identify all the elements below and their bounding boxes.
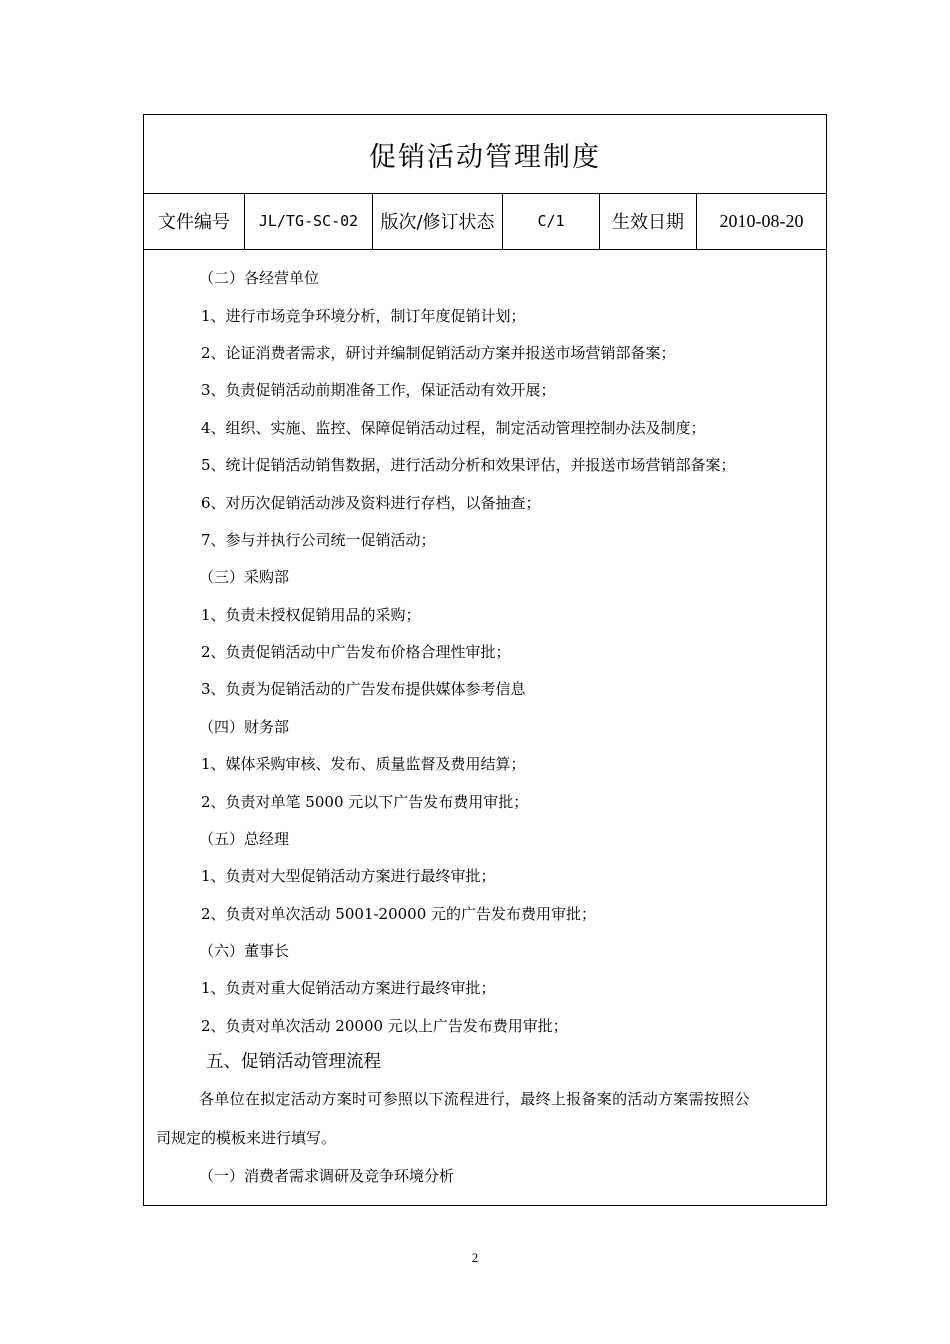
- document-meta-row: [144, 193, 826, 250]
- list-item: 1、媒体采购审核、发布、质量监督及费用结算；: [201, 755, 526, 773]
- list-item: 1、负责对大型促销活动方案进行最终审批；: [201, 867, 496, 885]
- paragraph-line: 各单位在拟定活动方案时可参照以下流程进行，最终上报备案的活动方案需按照公: [199, 1090, 750, 1108]
- list-item: 3、负责为促销活动的广告发布提供媒体参考信息: [201, 680, 526, 698]
- list-item: 5、统计促销活动销售数据，进行活动分析和效果评估，并报送市场营销部备案；: [201, 456, 736, 474]
- section-heading: （一）消费者需求调研及竞争环境分析: [199, 1167, 455, 1185]
- list-item: 2、负责对单次活动 5001-20000 元的广告发布费用审批；: [201, 905, 597, 923]
- list-item: 6、对历次促销活动涉及资料进行存档，以备抽查；: [201, 494, 541, 512]
- list-item: 2、负责促销活动中广告发布价格合理性审批；: [201, 643, 511, 661]
- list-item: 4、组织、实施、监控、保障促销活动过程，制定活动管理控制办法及制度；: [201, 419, 706, 437]
- section-heading: （四）财务部: [199, 718, 290, 736]
- list-item: 7、参与并执行公司统一促销活动；: [201, 531, 436, 549]
- version-value: C/1: [503, 193, 600, 249]
- doc-no-label: 文件编号: [144, 193, 245, 249]
- list-item: 3、负责促销活动前期准备工作，保证活动有效开展；: [201, 381, 556, 399]
- section-heading: （五）总经理: [199, 830, 290, 848]
- section-heading: （六）董事长: [199, 942, 290, 960]
- doc-no-value: JL/TG-SC-02: [245, 193, 373, 249]
- list-item: 2、论证消费者需求，研讨并编制促销活动方案并报送市场营销部备案；: [201, 344, 676, 362]
- version-label: 版次/修订状态: [373, 193, 503, 249]
- list-item: 1、负责对重大促销活动方案进行最终审批；: [201, 979, 496, 997]
- document-frame: [143, 114, 827, 1206]
- section-heading: （二）各经营单位: [199, 269, 320, 287]
- list-item: 1、进行市场竞争环境分析，制订年度促销计划；: [201, 307, 526, 325]
- list-item: 1、负责未授权促销用品的采购；: [201, 606, 421, 624]
- section-heading: （三）采购部: [199, 568, 290, 586]
- effective-date-label: 生效日期: [600, 193, 697, 249]
- paragraph-line: 司规定的模板来进行填写。: [156, 1129, 337, 1147]
- page-number: 2: [471, 1250, 479, 1265]
- document-title: 促销活动管理制度: [144, 115, 826, 194]
- chapter-heading: 五、促销活动管理流程: [206, 1052, 381, 1072]
- effective-date-value: 2010-08-20: [719, 210, 804, 231]
- list-item: 2、负责对单次活动 20000 元以上广告发布费用审批；: [201, 1017, 568, 1035]
- list-item: 2、负责对单笔 5000 元以下广告发布费用审批；: [201, 793, 529, 811]
